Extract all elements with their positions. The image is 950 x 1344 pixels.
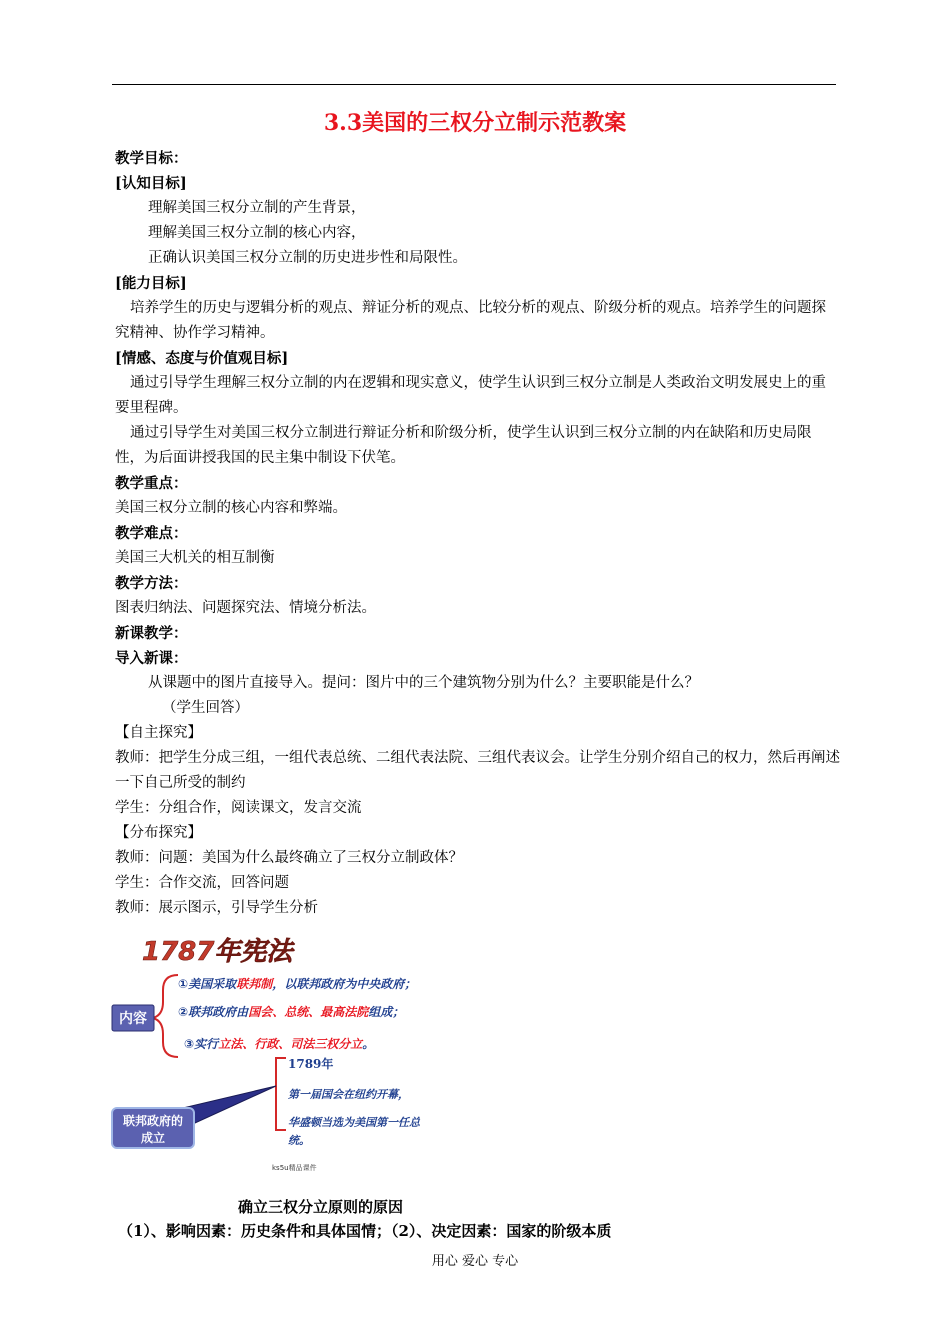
federal-gov-label-1: 联邦政府的 xyxy=(122,1114,184,1128)
document-body xyxy=(115,146,840,921)
diagram-title-year: 1787 xyxy=(142,937,215,967)
step-explore-teacher-question: 教师：问题：美国为什么最终确立了三权分立制政体？ xyxy=(115,850,463,866)
svg-text:1787年宪法 xyxy=(142,937,295,967)
cognitive-item: 理解美国三权分立制的核心内容， xyxy=(148,225,366,241)
emotion-paragraph: 通过引导学生对美国三权分立制进行辩证分析和阶级分析，使学生认识到三权分立制的内在缺陷和历史局限性，为后面讲授我国的民主集中制设下伏笔。 xyxy=(115,425,812,466)
intro-heading: 导入新课： xyxy=(115,650,188,667)
diagram-item-2: ②联邦政府由国会、总统、最高法院组成； xyxy=(178,1005,405,1019)
step-explore-teacher-show: 教师：展示图示，引导学生分析 xyxy=(115,900,318,916)
difficulty-heading: 教学难点： xyxy=(115,525,188,542)
diagram-item-1: ①美国采取联邦制，以联邦政府为中央政府； xyxy=(178,977,417,991)
header-rule xyxy=(112,84,836,85)
diagram-watermark: ks5u精品课件 xyxy=(272,1164,317,1172)
method-text: 图表归纳法、问题探究法、情境分析法。 xyxy=(115,600,376,616)
cognitive-heading: [认知目标] xyxy=(115,175,187,192)
intro-text: 从课题中的图片直接导入。提问：图片中的三个建筑物分别为什么？主要职能是什么？ xyxy=(148,675,699,691)
cognitive-item: 理解美国三权分立制的产生背景， xyxy=(148,200,366,216)
new-lesson-heading: 新课教学： xyxy=(115,625,188,642)
self-explore-student: 学生：分组合作，阅读课文，发言交流 xyxy=(115,800,362,816)
federal-gov-label-2: 成立 xyxy=(140,1131,166,1145)
diagram-title-rest: 年宪法 xyxy=(214,937,293,967)
event-washington: 华盛顿当选为美国第一任总 xyxy=(288,1116,420,1129)
figure-caption: 确立三权分立原则的原因 xyxy=(238,1198,404,1216)
page-footer: 用心 爱心 专心 xyxy=(431,1254,519,1269)
self-explore-heading: 【自主探究】 xyxy=(115,725,202,741)
intro-answer: （学生回答） xyxy=(162,700,249,716)
ability-heading: [能力目标] xyxy=(115,275,187,292)
page-title: 3.3美国的三权分立制示范教案 xyxy=(323,110,627,136)
key-points-heading: 教学重点： xyxy=(115,475,188,492)
difficulty-text: 美国三大机关的相互制衡 xyxy=(115,550,275,566)
diagram-item-3: ③实行立法、行政、司法三权分立。 xyxy=(184,1037,375,1051)
factors-text: （1）、影响因素：历史条件和具体国情；（2）、决定因素：国家的阶级本质 xyxy=(118,1222,612,1240)
content-box-label: 内容 xyxy=(119,1011,147,1027)
self-explore-teacher: 教师：把学生分成三组，一组代表总统、二组代表法院、三组代表议会。让学生分别介绍自己的权力，然后再阐述一下自己所受的制约 xyxy=(115,750,840,791)
step-explore-heading: 【分布探究】 xyxy=(115,825,202,841)
objectives-heading: 教学目标： xyxy=(115,150,188,167)
cognitive-item: 正确认识美国三权分立制的历史进步性和局限性。 xyxy=(148,250,467,266)
key-points-text: 美国三权分立制的核心内容和弊端。 xyxy=(115,500,347,516)
content-brace xyxy=(153,975,178,1057)
method-heading: 教学方法： xyxy=(115,575,188,592)
emotion-heading: [情感、态度与价值观目标] xyxy=(115,350,289,367)
step-explore-student: 学生：合作交流，回答问题 xyxy=(115,875,289,891)
emotion-paragraph: 通过引导学生理解三权分立制的内在逻辑和现实意义，使学生认识到三权分立制是人类政治文明发展史上的重要里程碑。 xyxy=(115,375,826,416)
constitution-diagram xyxy=(108,930,468,1175)
event-congress: 第一届国会在纽约开幕， xyxy=(288,1088,409,1101)
ability-text: 培养学生的历史与逻辑分析的观点、辩证分析的观点、比较分析的观点、阶级分析的观点。培养学生的问题探究精神、协作学习精神。 xyxy=(115,300,826,341)
event-year: 1789年 xyxy=(288,1057,334,1071)
event-washington-cont: 统。 xyxy=(288,1134,310,1147)
event-bracket xyxy=(276,1058,286,1130)
